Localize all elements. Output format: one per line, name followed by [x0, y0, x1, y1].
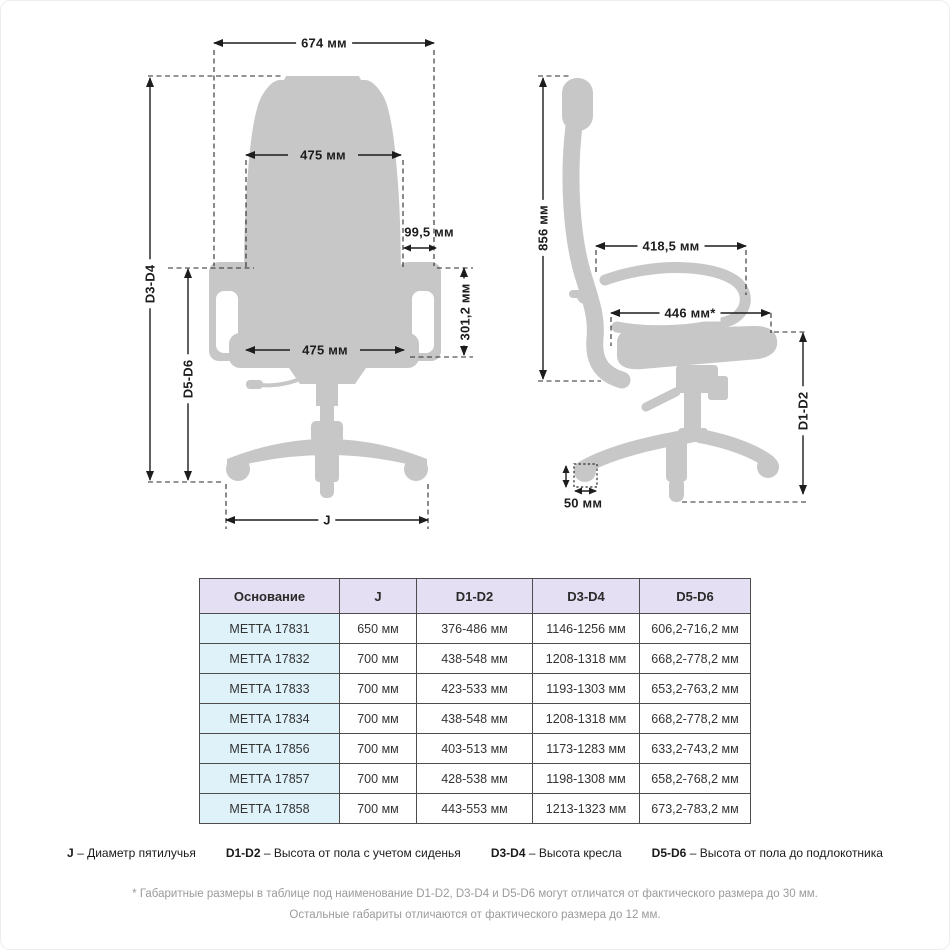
value-cell: 700 мм — [340, 644, 417, 674]
model-cell: МЕТТА 17858 — [200, 794, 340, 824]
legend-key: J — [67, 846, 74, 860]
value-cell: 376-486 мм — [417, 614, 533, 644]
value-cell: 1146-1256 мм — [533, 614, 640, 644]
table-header-j: J — [340, 579, 417, 614]
legend-item-d1d2 — [226, 846, 461, 860]
value-cell: 438-548 мм — [417, 644, 533, 674]
model-cell: МЕТТА 17856 — [200, 734, 340, 764]
value-cell: 650 мм — [340, 614, 417, 644]
value-cell: 633,2-743,2 мм — [640, 734, 751, 764]
value-cell: 1173-1283 мм — [533, 734, 640, 764]
table-header-d1d2: D1-D2 — [417, 579, 533, 614]
legend-desc: – Высота от пола с учетом сиденья — [263, 846, 461, 860]
model-cell: МЕТТА 17832 — [200, 644, 340, 674]
model-cell: МЕТТА 17834 — [200, 704, 340, 734]
front-d3-d4-label: D3-D4 — [142, 260, 159, 309]
legend-key: D1-D2 — [225, 846, 261, 860]
model-cell: МЕТТА 17831 — [200, 614, 340, 644]
size-tolerance-footnote — [0, 884, 950, 927]
legend-desc: – Высота от пола до подлокотника — [689, 846, 883, 860]
table-row — [200, 764, 751, 794]
table-header-d3d4: D3-D4 — [533, 579, 640, 614]
table-row — [200, 644, 751, 674]
model-cell: МЕТТА 17833 — [200, 674, 340, 704]
table-row — [200, 704, 751, 734]
legend-item-d3d4 — [491, 846, 622, 860]
table-row — [200, 674, 751, 704]
dimension-legend — [0, 846, 950, 860]
value-cell: 606,2-716,2 мм — [640, 614, 751, 644]
side-back-height-label: 856 мм — [535, 200, 552, 256]
legend-desc: – Диаметр пятилучья — [77, 846, 196, 860]
chair-side-silhouette — [562, 78, 779, 502]
value-cell: 700 мм — [340, 764, 417, 794]
value-cell: 1213-1323 мм — [533, 794, 640, 824]
value-cell: 658,2-768,2 мм — [640, 764, 751, 794]
value-cell: 438-548 мм — [417, 704, 533, 734]
value-cell: 700 мм — [340, 734, 417, 764]
legend-key: D3-D4 — [490, 846, 526, 860]
value-cell: 700 мм — [340, 704, 417, 734]
table-header-d5d6: D5-D6 — [640, 579, 751, 614]
value-cell: 1198-1308 мм — [533, 764, 640, 794]
value-cell: 1208-1318 мм — [533, 644, 640, 674]
value-cell: 673,2-783,2 мм — [640, 794, 751, 824]
chair-front-silhouette — [209, 76, 441, 498]
table-header-row — [200, 579, 751, 614]
front-backrest-width-label: 475 мм — [300, 147, 346, 163]
value-cell: 700 мм — [340, 674, 417, 704]
legend-key: D5-D6 — [651, 846, 687, 860]
side-backrest-depth-label: 418,5 мм — [638, 238, 705, 255]
value-cell: 443-553 мм — [417, 794, 533, 824]
legend-item-d5d6 — [652, 846, 883, 860]
side-caster-size-label: 50 мм — [559, 495, 607, 512]
front-base-diameter-label: J — [318, 512, 335, 529]
table-row — [200, 794, 751, 824]
model-cell: МЕТТА 17857 — [200, 764, 340, 794]
front-seat-width-label: 475 мм — [302, 342, 348, 358]
value-cell: 668,2-778,2 мм — [640, 644, 751, 674]
table-row — [200, 614, 751, 644]
value-cell: 1193-1303 мм — [533, 674, 640, 704]
footnote-line-2: Остальные габариты отличаются от фактического размера до 12 мм. — [289, 909, 661, 922]
legend-desc: – Высота кресла — [528, 846, 622, 860]
side-d1-d2-label: D1-D2 — [795, 387, 812, 436]
value-cell: 428-538 мм — [417, 764, 533, 794]
value-cell: 653,2-763,2 мм — [640, 674, 751, 704]
side-seat-depth-label: 446 мм* — [660, 305, 721, 322]
value-cell: 403-513 мм — [417, 734, 533, 764]
front-armrest-offset-label: 99,5 мм — [404, 224, 454, 240]
legend-item-j — [67, 846, 196, 860]
dimensions-table — [199, 578, 751, 824]
front-d5-d6-label: D5-D6 — [180, 355, 197, 404]
value-cell: 668,2-778,2 мм — [640, 704, 751, 734]
table-row — [200, 734, 751, 764]
front-armrest-height-label: 301,2 мм — [457, 279, 474, 346]
value-cell: 423-533 мм — [417, 674, 533, 704]
table-header-base: Основание — [200, 579, 340, 614]
value-cell: 700 мм — [340, 794, 417, 824]
front-total-width-label: 674 мм — [296, 35, 352, 52]
footnote-line-1: * Габаритные размеры в таблице под наименование D1-D2, D3-D4 и D5-D6 могут отличатся от фактического размера до 30 мм. — [132, 888, 818, 900]
value-cell: 1208-1318 мм — [533, 704, 640, 734]
